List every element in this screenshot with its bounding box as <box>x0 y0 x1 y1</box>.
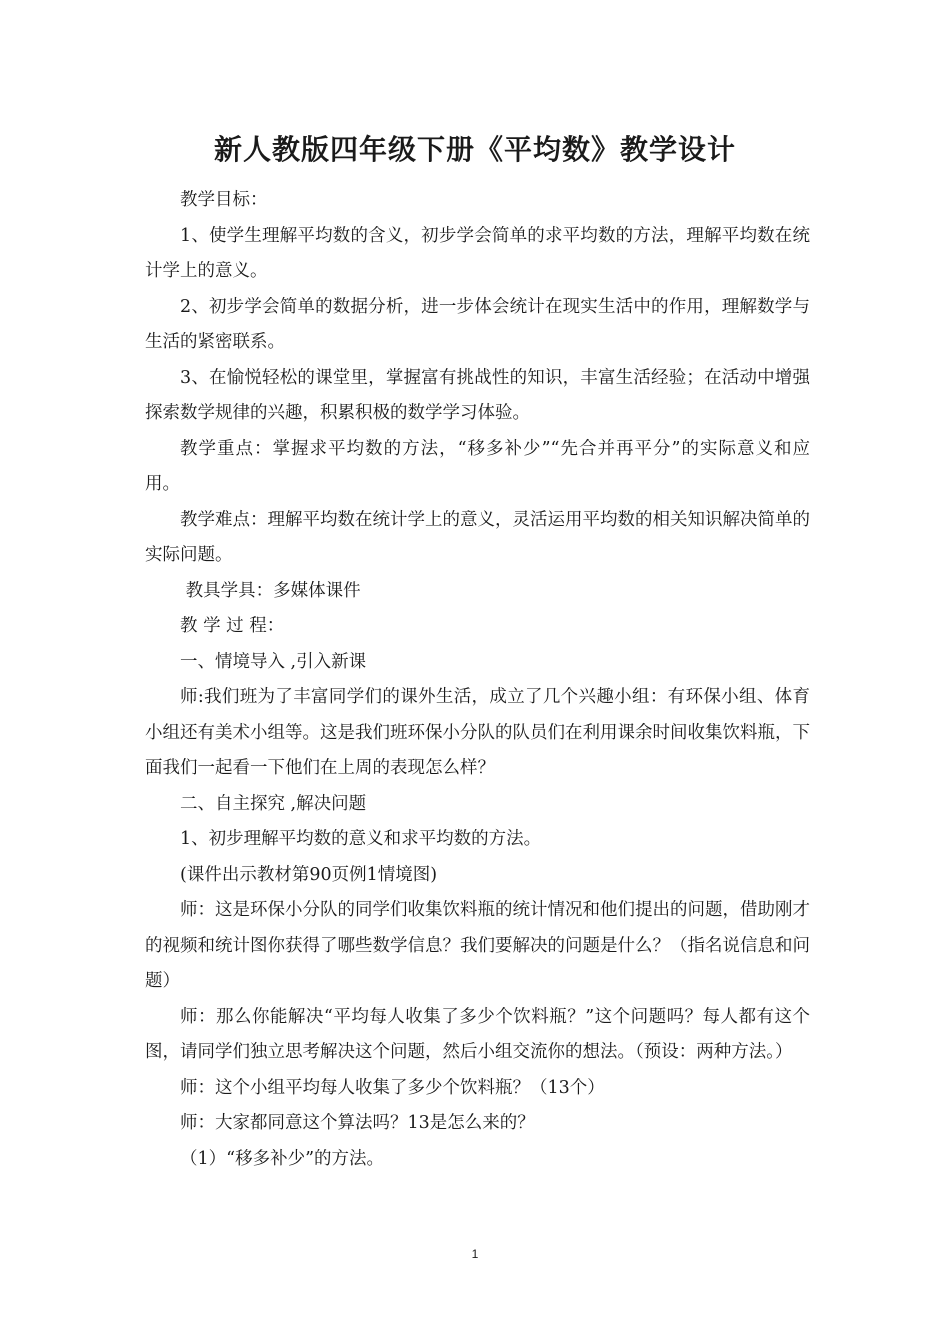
paragraph-objective-2: 2、初步学会简单的数据分析，进一步体会统计在现实生活中的作用，理解数学与生活的紧密联系。 <box>145 296 810 352</box>
page-number: 1 <box>471 1247 479 1261</box>
paragraph-teacher-intro: 师:我们班为了丰富同学们的课外生活，成立了几个兴趣小组：有环保小组、体育小组还有美术小组等。这是我们班环保小分队的队员们在利用课余时间收集饮料瓶，下面我们一起看一下他们在上周的表现怎么样？ <box>145 687 810 778</box>
paragraph-key-points: 教学重点：掌握求平均数的方法，“移多补少”“先合并再平分”的实际意义和应用。 <box>145 438 810 494</box>
paragraph-objective-3: 3、在愉悦轻松的课堂里，掌握富有挑战性的知识，丰富生活经验；在活动中增强探索数学规律的兴趣，积累积极的数学学习体验。 <box>145 367 810 423</box>
paragraph-teacher-question-4: 师：大家都同意这个算法吗？13是怎么来的？ <box>180 1113 535 1133</box>
paragraph-subsection-1: 1、初步理解平均数的意义和求平均数的方法。 <box>180 829 542 849</box>
paragraph-teaching-aids: 教具学具：多媒体课件 <box>180 580 361 601</box>
paragraph-courseware-note: (课件出示教材第90页例1情境图) <box>180 864 438 885</box>
paragraph-teacher-question-1: 师：这是环保小分队的同学们收集饮料瓶的统计情况和他们提出的问题，借助刚才的视频和统计图你获得了哪些数学信息？我们要解决的问题是什么？（指名说信息和问题） <box>145 900 810 991</box>
paragraph-process-heading: 教 学 过 程： <box>180 616 285 636</box>
paragraph-method-1: （1）“移多补少”的方法。 <box>180 1148 385 1169</box>
paragraph-difficulties: 教学难点：理解平均数在统计学上的意义，灵活运用平均数的相关知识解决简单的实际问题。 <box>145 509 810 565</box>
paragraph-teacher-question-2: 师：那么你能解决“平均每人收集了多少个饮料瓶？”这个问题吗？每人都有这个图，请同学们独立思考解决这个问题，然后小组交流你的想法。（预设：两种方法。） <box>145 1006 810 1062</box>
document-title: 新人教版四年级下册《平均数》教学设计 <box>213 133 736 166</box>
document-body <box>145 183 810 1177</box>
paragraph-teacher-question-3: 师：这个小组平均每人收集了多少个饮料瓶？（13个） <box>180 1077 605 1098</box>
paragraph-objectives-heading: 教学目标： <box>180 190 268 210</box>
paragraph-section-2: 二、自主探究 ,解决问题 <box>180 793 367 814</box>
paragraph-section-1: 一、情境导入 ,引入新课 <box>180 651 367 672</box>
paragraph-objective-1: 1、使学生理解平均数的含义，初步学会简单的求平均数的方法，理解平均数在统计学上的意义。 <box>145 225 810 281</box>
